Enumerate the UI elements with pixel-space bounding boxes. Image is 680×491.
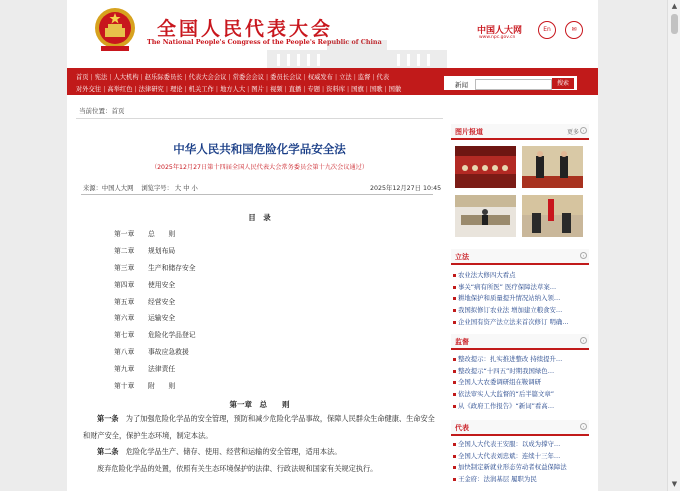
source-label: 来源： (83, 185, 102, 192)
toc-chapter: 第五章 (114, 297, 135, 306)
nav-separator: | (134, 86, 137, 93)
nav-separator: | (303, 86, 306, 93)
photos-panel-header (451, 124, 589, 140)
list-item[interactable]: 我国拟修订农业法 增加建立粮食安… (451, 305, 589, 317)
nav-item[interactable]: 宪法 (94, 74, 108, 81)
toc-chapter-name: 使用安全 (148, 280, 176, 289)
article-paragraph (83, 411, 435, 444)
list-item[interactable]: 王金府：法润基层 履职为民 (451, 474, 589, 486)
nav-item[interactable]: 高举红色 (107, 86, 133, 93)
list-item[interactable]: 依法审实人大监督的“后半篇文章” (451, 389, 589, 401)
nav-separator: | (140, 74, 143, 81)
list-item[interactable]: 农业法大修四大看点 (451, 270, 589, 282)
divider (76, 118, 443, 119)
list-item[interactable]: 从《政府工作报告》“新词”看高… (451, 401, 589, 413)
font-small-button[interactable]: 小 (191, 185, 198, 192)
national-emblem-icon (93, 6, 137, 54)
nav-item[interactable]: 对外交往 (76, 86, 102, 93)
toc-chapter-name: 附 则 (148, 382, 176, 391)
nav-item[interactable]: 赵乐际委员长 (144, 74, 183, 81)
nav-row-1 (76, 72, 391, 81)
toc-item (114, 312, 314, 329)
nav-separator: | (322, 86, 325, 93)
nav-item[interactable]: 国徽 (388, 86, 402, 93)
toc-chapter: 第六章 (114, 314, 135, 323)
npc-net-url: www.npc.gov.cn (479, 35, 516, 40)
list-item[interactable]: 全国人大代表王安服：以成为撑守… (451, 439, 589, 451)
news-photo[interactable] (522, 195, 583, 237)
chevron-right-icon[interactable]: › (580, 127, 587, 134)
chevron-right-icon[interactable]: › (580, 252, 587, 259)
toc-chapter: 第三章 (114, 263, 135, 272)
deputies-panel-header (451, 420, 589, 436)
toc-item (114, 380, 314, 397)
toc-chapter: 第二章 (114, 246, 135, 255)
paragraph-text: 危险化学品生产、储存、使用、经营和运输的安全管理，适用本法。 (118, 447, 342, 456)
toc-chapter-name: 规划布局 (148, 246, 176, 255)
toc-chapter: 第四章 (114, 280, 135, 289)
nav-separator: | (109, 74, 112, 81)
nav-item[interactable]: 直播 (288, 86, 302, 93)
supervision-panel-header (451, 334, 589, 350)
nav-item[interactable]: 图片 (251, 86, 264, 93)
nav-item[interactable]: 机关工作 (188, 86, 214, 93)
scroll-thumb[interactable] (671, 14, 678, 34)
nav-item[interactable]: 代表大会会议 (188, 74, 227, 81)
page (67, 0, 598, 491)
article-meta (83, 183, 198, 192)
nav-separator: | (228, 74, 231, 81)
deputies-list (451, 439, 589, 486)
list-item[interactable]: 事关“病有所医” 医疗保障法草案… (451, 282, 589, 294)
nav-separator: | (215, 86, 218, 93)
nav-separator: | (353, 74, 356, 81)
nav-separator: | (347, 86, 350, 93)
legislation-list (451, 270, 589, 328)
nav-separator: | (165, 86, 168, 93)
toc-chapter: 第八章 (114, 348, 135, 357)
toc-item (114, 262, 314, 279)
nav-separator: | (103, 86, 106, 93)
toc-chapter: 第七章 (114, 331, 135, 340)
toc-chapter-name: 生产和储存安全 (148, 263, 196, 272)
article-label: 第一条 (97, 414, 119, 423)
nav-item[interactable]: 人大机构 (113, 74, 139, 81)
site-header (67, 0, 598, 68)
list-item[interactable]: 加快制定新就业形态劳动者权益保障法 (451, 462, 589, 474)
nav-separator: | (284, 86, 287, 93)
article-paragraph (83, 444, 435, 461)
nav-item[interactable]: 权威发布 (307, 74, 333, 81)
toc-chapter: 第十章 (114, 382, 135, 391)
article-paragraph (83, 461, 435, 478)
panel-title: 代表 (455, 424, 469, 432)
font-large-button[interactable]: 大 (174, 185, 182, 192)
article-label: 第二条 (97, 447, 119, 456)
news-photo[interactable] (522, 146, 583, 188)
nav-separator: | (184, 86, 187, 93)
site-subtitle: The National People's Congress of the People's Republic of China (147, 38, 382, 46)
nav-item[interactable]: 首页 (76, 74, 89, 81)
nav-separator: | (372, 74, 375, 81)
toc-item (114, 228, 314, 245)
nav-item[interactable]: 视频 (270, 86, 283, 93)
news-photo[interactable] (455, 146, 516, 188)
chevron-right-icon[interactable]: › (580, 423, 587, 430)
nav-separator: | (303, 74, 306, 81)
supervision-list (451, 354, 589, 412)
toc-chapter: 第九章 (114, 365, 135, 374)
scroll-down-icon[interactable]: ▼ (671, 480, 678, 488)
nav-separator: | (265, 86, 268, 93)
toc-item (114, 296, 314, 313)
nav-separator: | (184, 74, 187, 81)
nav-item[interactable]: 资料库 (326, 86, 346, 93)
site-title: 全国人民代表大会 (157, 18, 334, 40)
nav-separator: | (266, 74, 269, 81)
toc-chapter-name: 法律责任 (148, 365, 176, 374)
nav-separator: | (384, 86, 387, 93)
paragraph-text: 废弃危险化学品的处置，依照有关生态环境保护的法律、行政法规和国家有关规定执行。 (97, 464, 378, 473)
search-input[interactable] (475, 79, 552, 90)
scroll-up-icon[interactable]: ▲ (671, 2, 678, 10)
list-item[interactable]: 耕地保护和质量提升情况站纳入领… (451, 293, 589, 305)
nav-item[interactable]: 法律研究 (138, 86, 164, 93)
nav-item[interactable]: 地方人大 (219, 86, 246, 93)
legislation-panel-header (451, 249, 589, 265)
toc-chapter: 第一章 (114, 230, 135, 238)
toc-chapter-name: 事故应急救援 (148, 348, 189, 357)
list-item[interactable]: 全国人大农委调研组在鞍调研 (451, 377, 589, 389)
scrollbar[interactable] (667, 0, 680, 491)
nav-separator: | (90, 74, 93, 81)
nav-item[interactable]: 国旗 (351, 86, 364, 93)
list-item[interactable]: 整改提示：扎实推进整改 持续提升… (451, 354, 589, 366)
nav-item[interactable]: 委员长会议 (270, 74, 302, 81)
article-date: 2025年12月27日 10:45 (370, 185, 442, 192)
paragraph-text: 为了加强危险化学品的安全管理，预防和减少危险化学品事故，保障人民群众生命健康、生命安全和财产安全，保护生态环境，制定本法。 (83, 414, 435, 440)
toc-chapter-name: 运输安全 (148, 314, 176, 323)
search-label: 新闻 (455, 81, 468, 89)
nav-item[interactable]: 常委会会议 (232, 74, 265, 81)
panel-title: 监督 (455, 338, 469, 346)
more-link[interactable]: 更多 (566, 129, 579, 136)
nav-item[interactable]: 立法 (339, 74, 352, 81)
news-photo[interactable] (455, 195, 516, 237)
toc-chapter-name: 总 则 (148, 230, 176, 238)
mail-icon[interactable]: ✉ (565, 21, 583, 39)
toc-item (114, 245, 314, 262)
search-button[interactable]: 搜索 (552, 78, 574, 89)
toc-item (114, 363, 314, 380)
nav-item[interactable]: 专题 (307, 86, 321, 93)
nav-row-2 (76, 84, 403, 93)
toc-item (114, 346, 314, 363)
nav-separator: | (365, 86, 368, 93)
nav-item[interactable]: 国歌 (369, 86, 383, 93)
font-size-label: 浏览字号： (141, 185, 173, 192)
toc-heading: 目 录 (248, 213, 271, 222)
nav-separator: | (334, 74, 338, 81)
nav-item[interactable]: 监督 (357, 74, 371, 81)
breadcrumb-label: 当前位置： (79, 107, 112, 115)
panel-title: 立法 (455, 253, 469, 261)
table-of-contents (114, 228, 314, 397)
english-button[interactable]: En (538, 21, 556, 39)
font-medium-button[interactable]: 中 (183, 185, 190, 192)
panel-title: 图片报道 (455, 128, 483, 136)
toc-item (114, 279, 314, 296)
toc-chapter-name: 危险化学品登记 (148, 331, 196, 340)
great-hall-illustration (257, 30, 457, 68)
nav-item[interactable]: 理论 (169, 86, 183, 93)
toc-chapter-name: 经营安全 (148, 297, 176, 306)
list-item[interactable]: 企业国有资产法立法来首次修订 明确… (451, 317, 589, 329)
list-item[interactable]: 全国人大代表刘忠斌：连续十三年… (451, 451, 589, 463)
breadcrumb-home[interactable]: 首页 (111, 107, 125, 115)
chevron-right-icon[interactable]: › (580, 337, 587, 344)
nav-separator: | (247, 86, 250, 93)
breadcrumb (79, 106, 125, 115)
divider (81, 194, 433, 195)
source-value: 中国人大网 (101, 185, 134, 192)
npc-net-logo[interactable]: 中国人大网 (477, 26, 523, 36)
list-item[interactable]: 整改提示“十四五”时期我国绿色… (451, 366, 589, 378)
toc-item (114, 329, 314, 346)
article-title: 中华人民共和国危险化学品安全法 (173, 142, 346, 156)
article-subtitle: （2025年12月27日第十四届全国人民代表大会常务委员会第十九次会议通过） (150, 164, 369, 171)
nav-item[interactable]: 代表 (376, 74, 390, 81)
chapter-heading: 第一章 总 则 (229, 400, 290, 409)
